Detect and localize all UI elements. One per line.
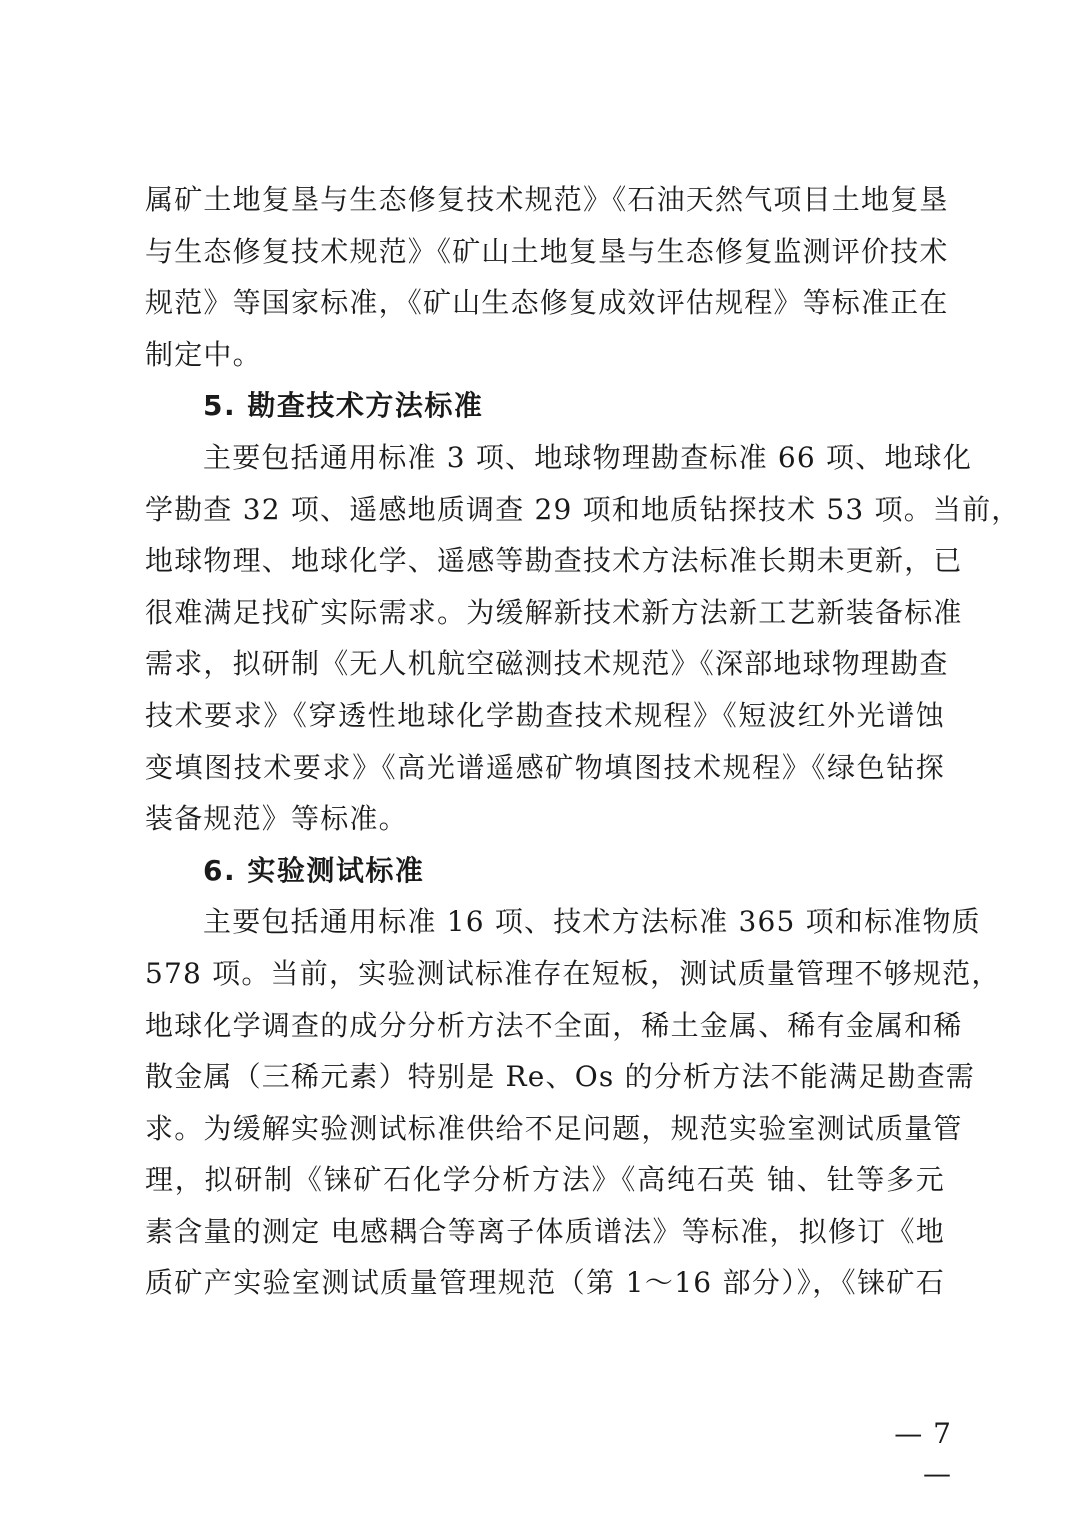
text-line: 主要包括通用标准 3 项、地球物理勘查标准 66 项、地球化: [203, 440, 973, 474]
text-line: 很难满足找矿实际需求。为缓解新技术新方法新工艺新装备标准: [145, 595, 963, 629]
section-heading: 5. 勘查技术方法标准: [203, 389, 484, 423]
text-line: 制定中。: [145, 337, 262, 371]
text-line: 求。为缓解实验测试标准供给不足问题，规范实验室测试质量管: [145, 1111, 963, 1145]
page-number: — 7 —: [894, 1417, 952, 1490]
text-line: 需求，拟研制《无人机航空磁测技术规范》《深部地球物理勘查: [145, 647, 949, 681]
section-heading: 6. 实验测试标准: [203, 853, 425, 887]
text-line: 578 项。当前，实验测试标准存在短板，测试质量管理不够规范，: [145, 956, 1001, 990]
text-line: 理，拟研制《铼矿石化学分析方法》《高纯石英 铀、钍等多元: [145, 1163, 945, 1197]
text-line: 地球化学调查的成分分析方法不全面，稀土金属、稀有金属和稀: [145, 1008, 963, 1042]
text-line: 素含量的测定 电感耦合等离子体质谱法》等标准，拟修订《地: [145, 1214, 945, 1248]
text-line: 与生态修复技术规范》《矿山土地复垦与生态修复监测评价技术: [145, 234, 949, 268]
text-line: 质矿产实验室测试质量管理规范（第 1～16 部分）》，《铼矿石: [145, 1266, 945, 1300]
text-line: 散金属（三稀元素）特别是 Re、Os 的分析方法不能满足勘查需: [145, 1060, 975, 1094]
text-line: 属矿土地复垦与生态修复技术规范》《石油天然气项目土地复垦: [145, 183, 949, 216]
text-line: 变填图技术要求》《高光谱遥感矿物填图技术规程》《绿色钻探: [145, 750, 945, 784]
text-line: 主要包括通用标准 16 项、技术方法标准 365 项和标准物质: [203, 905, 981, 939]
text-line: 技术要求》《穿透性地球化学勘查技术规程》《短波红外光谱蚀: [145, 698, 945, 732]
text-line: 规范》等国家标准，《矿山生态修复成效评估规程》等标准正在: [145, 286, 949, 320]
text-line: 装备规范》等标准。: [145, 802, 408, 836]
text-line: 地球物理、地球化学、遥感等勘查技术方法标准长期未更新，已: [145, 544, 963, 578]
document-body: [145, 174, 1021, 1309]
text-line: 学勘查 32 项、遥感地质调查 29 项和地质钻探技术 53 项。当前，: [145, 492, 1021, 526]
